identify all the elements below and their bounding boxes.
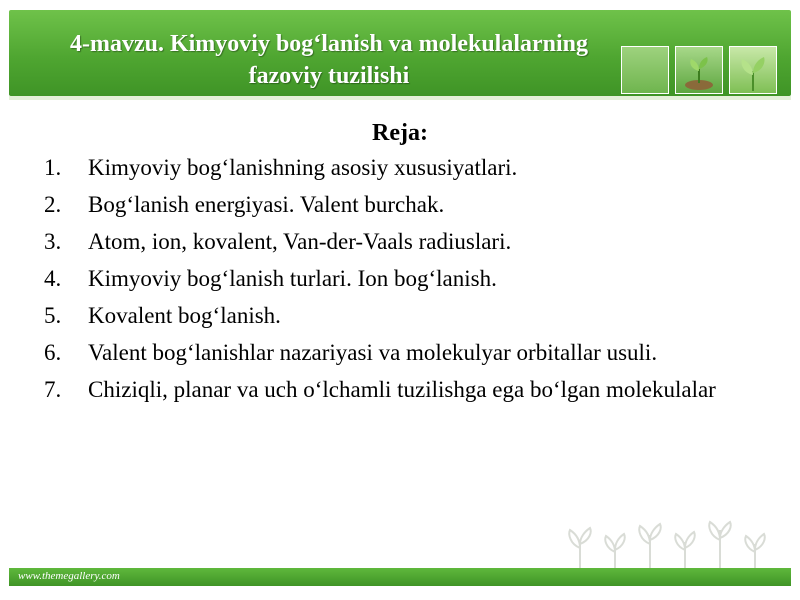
list-item-text: Atom, ion, kovalent, Van-der-Vaals radiuslari. (88, 229, 512, 254)
header-thumbnails (621, 46, 781, 96)
list-item-text: Bog‘lanish energiyasi. Valent burchak. (88, 192, 445, 217)
plan-heading: Reja: (372, 120, 428, 146)
footer-band (9, 568, 791, 586)
list-item (44, 339, 764, 367)
plan-list (44, 154, 764, 413)
list-item (44, 376, 764, 404)
list-item (44, 228, 764, 256)
list-item (44, 302, 764, 330)
sprout-thumbnail-icon (729, 46, 777, 94)
slide-title-line-1: 4-mavzu. Kimyoviy bog‘lanish va molekulalarning (69, 31, 589, 57)
list-item-number: 1. (44, 155, 62, 180)
list-item-number: 2. (44, 192, 62, 217)
list-item-text: Kimyoviy bog‘lanishning asosiy xususiyatlari. (88, 155, 518, 180)
list-item-number: 5. (44, 303, 62, 328)
list-item-number: 7. (44, 377, 62, 402)
list-item (44, 265, 764, 293)
list-item-number: 3. (44, 229, 62, 254)
footer-url: www.themegallery.com (18, 570, 120, 582)
plants-decoration-icon (560, 520, 790, 570)
green-thumbnail-icon (621, 46, 669, 94)
list-item-text: Kovalent bog‘lanish. (88, 303, 281, 328)
seedling-thumbnail-icon (675, 46, 723, 94)
list-item-number: 6. (44, 340, 62, 365)
list-item (44, 191, 764, 219)
list-item-number: 4. (44, 266, 62, 291)
list-item-text: Kimyoviy bog‘lanish turlari. Ion bog‘lanish. (88, 266, 497, 291)
header-band (9, 10, 791, 96)
list-item-text: Valent bog‘lanishlar nazariyasi va molekulyar orbitallar usuli. (88, 340, 658, 365)
slide-title (9, 28, 649, 92)
list-item-text: Chiziqli, planar va uch o‘lchamli tuzilishga ega bo‘lgan molekulalar (88, 377, 716, 402)
slide-title-line-2: fazoviy tuzilishi (248, 63, 410, 89)
header-divider (9, 96, 791, 100)
list-item (44, 154, 764, 182)
